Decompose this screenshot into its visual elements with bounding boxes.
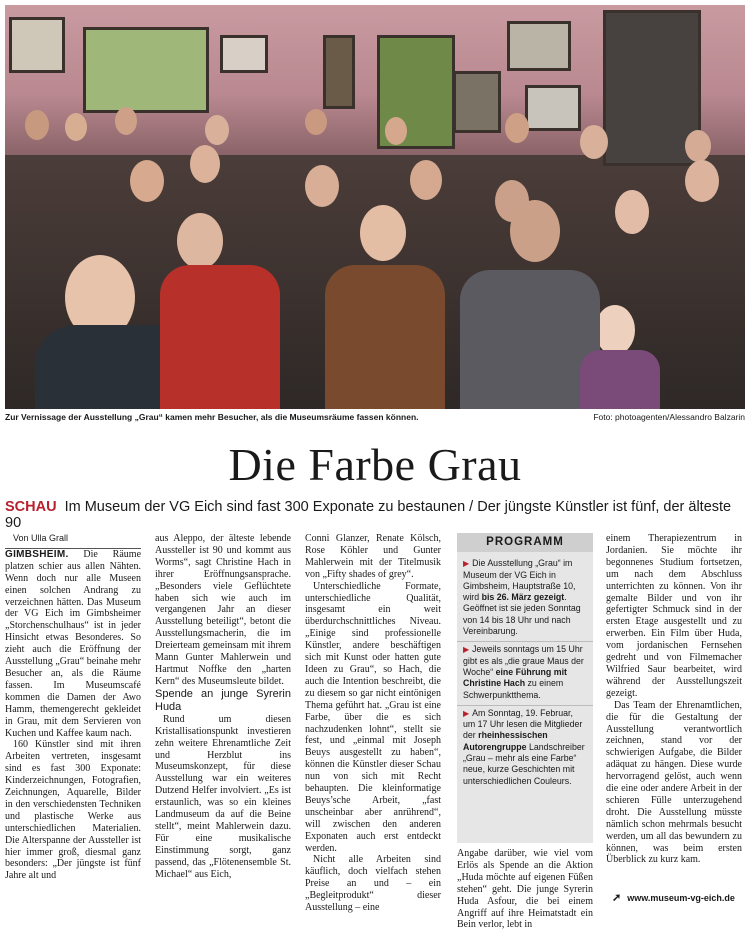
paragraph: Rund um diesen Kristallisationspunkt investieren zehn weitere Ehrenamtliche Zeit und Herzblut ins Museumskonzept, für diese Ausstellung war ein weiteres Dutzend Helfer involviert. „Es ist erstaunlich, was so ein kleines Landmuseum da auf die Beine stellt“, meint Mahlerwein dazu. Für eine musikalische Einstimmung sorgt, ganz passend, das „Flötenensemble St. Michael“ aus Eich,: [155, 713, 291, 880]
paragraph: Angabe darüber, wie viel vom Erlös als Spende an die Aktion „Huda möchte auf eigenen Füßen stehen“ geht. Die junge Syrerin Huda Asfour, die bei einem Angriff auf ihre Heimatstadt ein Bein verlor, lebt in: [457, 848, 593, 931]
website-url[interactable]: www.museum-vg-eich.de: [627, 893, 735, 903]
article-column-5: [606, 533, 742, 866]
triangle-bullet-icon: ▶: [463, 708, 470, 718]
painting: [507, 21, 571, 71]
paragraph: Conni Glanzer, Renate Kölsch, Rose Köhler und Gunter Mahlerwein mit der Titelmusik von „Fifty shades of grey“.: [305, 533, 441, 580]
paragraph: 160 Künstler sind mit ihren Arbeiten vertreten, insgesamt sind es fast 300 Exponate: Kinderzeichnungen, Fotografien, Zeichnungen, Aquarelle, Bilder in den verschiedensten Techniken und plastische Werke aus unterschiedlichen Materialien. Die Alterspanne der Aussteller ist hier immer groß, diesmal ganz besonders: „Der jüngste ist fünf Jahre alt und: [5, 739, 141, 882]
triangle-bullet-icon: ▶: [463, 559, 470, 569]
article-column-1: [5, 533, 141, 882]
dateline: GIMBSHEIM.: [5, 548, 69, 560]
program-infobox: [457, 533, 593, 843]
painting: [83, 27, 209, 113]
kicker: SCHAU: [5, 499, 57, 515]
photo-credit: Foto: photoagenten/Alessandro Balzarin: [593, 412, 745, 422]
painting: [323, 35, 355, 109]
paragraph: Nicht alle Arbeiten sind käuflich, doch vielfach stehen Preise an und – ein „Begleitprodukt“ dieser Ausstellung – eine: [305, 854, 441, 914]
paragraph: Das Team der Ehrenamtlichen, die für die Gestaltung der Ausstellung verantwortlich zeichnen, stand vor der schwierigen Aufgabe, die Bilder adäquat zu hängen. Diese wurde hervorragend gelöst, auch wenn die eine oder andere Arbeit in der schieren Fülle unterzugehend droht. Die Ausstellung müsste nämlich schon mehrmals besucht werden, um all das bewundern zu können, was beim ersten Überblick zu kurz kam.: [606, 699, 742, 866]
triangle-bullet-icon: ▶: [463, 645, 470, 655]
paragraph: aus Aleppo, der älteste lebende Aussteller ist 90 und kommt aus Worms“, sagt Christine Hach in ihrer Eröffnungsansprache. „Besonders viele Geflüchtete haben sich wie auch im vergangenen Jahr an dieser Ausstellung beteiligt“, betont die Ausstellungsmacherin, die im Dreierteam gemeinsam mit ihrem Mann Gunter Mahlerwein und Hartmut Noffke den „harten Kern“ des Museumsleute bildet.: [155, 533, 291, 687]
website-link[interactable]: [612, 891, 735, 904]
subheadline: [5, 499, 745, 531]
infobox-title: PROGRAMM: [457, 533, 593, 552]
subheadline-text: Im Museum der VG Eich sind fast 300 Exponate zu bestaunen / Der jüngste Künstler ist fünf, der älteste 90: [5, 499, 732, 531]
painting: [220, 35, 268, 73]
painting: [9, 17, 65, 73]
photo-caption: Zur Vernissage der Ausstellung „Grau“ kamen mehr Besucher, als die Museumsräume fassen können.: [5, 412, 419, 422]
arrow-icon: ➚: [612, 892, 622, 904]
event-photo: [5, 5, 745, 409]
headline: Die Farbe Grau: [228, 439, 522, 490]
paragraph: einem Therapiezentrum in Jordanien. Sie möchte ihr begonnenes Studium fortsetzen, um nach dem Abschluss unterrichten zu können. Von ihr gemalte Bilder und von ihr gefertigter Schmuck sind in der ersten Etage ausgestellt und zu erwerben. Ein Film über Huda, vom jordanischen Fernsehen gedreht und von Filmemacher Wilfried Saur bearbeitet, wird während der Ausstellungszeit gezeigt.: [606, 533, 742, 699]
infobox-item: ▶ Die Ausstellung „Grau“ im Museum der VG Eich in Gimbsheim, Hauptstraße 10, wird bis 26. März gezeigt. Geöffnet ist sie jeden Sonntag von 14 bis 18 Uhr und nach Vereinbarung.: [457, 556, 593, 642]
subhead: Spende an junge Syrerin Huda: [155, 687, 291, 713]
article-column-3: [305, 533, 441, 914]
infobox-item: ▶ Am Sonntag, 19. Februar, um 17 Uhr lesen die Mitglieder der rheinhessischen Autorengruppe Landschreiber „Grau – mehr als eine Farbe“ neue, kurze Geschichten mit unterschiedlichen Couleurs.: [463, 707, 585, 786]
crowd: [5, 105, 745, 409]
paragraph: Unterschiedliche Formate, unterschiedliche Qualität, insgesamt ein weit überdurchschnittliches Niveau. „Einige sind professionelle Künstler, andere beschäftigen sich mit Kunst oder hatten gute Ideen zu Grau“, so Hach, die auch die Intention beschreibt, die zu diesem so gar nicht eintönigen Thema geführt hat. „Grau ist eine Farbe, über die es sich nachzudenken lohnt“, stellt sie fest, und „einmal mit Joseph Beuys ausgestellt zu haben“, können die Künstler dieser Schau nun von sich mit Recht behaupten. Die kleinformatige Beuys’sche Arbeit, „fast unscheinbar aber anrührend“, will zwischen den anderen Exponaten auch erst entdeckt werden.: [305, 580, 441, 854]
paragraph: Die Räume platzen schier aus allen Nähten. Wenn doch nur alle Museen einen solchen Andrang zu verzeichnen hätten. Das Museum der VG Eich im Gimbsheimer „Storchenschulhaus“ ist in jeder Hinsicht etwas Besonderes. So zieht auch die Eröffnung der Ausstellung „Grau“ beinahe mehr Besucher an, als die Räume fassen. Im Museumscafé kommen die Damen der Awo Hamm, themengerecht gekleidet in Grau, mit dem Servieren von Kuchen und Kaffee kaum nach.: [5, 548, 142, 739]
infobox-item: ▶ Jeweils sonntags um 15 Uhr gibt es als „die graue Maus der Woche“ eine Führung mit Christine Hach zu einem Schwerpunktthema.: [457, 642, 593, 705]
article-column-4: [457, 848, 593, 931]
author: Von Ulla Grall: [5, 533, 141, 549]
article-column-2: [155, 533, 291, 880]
